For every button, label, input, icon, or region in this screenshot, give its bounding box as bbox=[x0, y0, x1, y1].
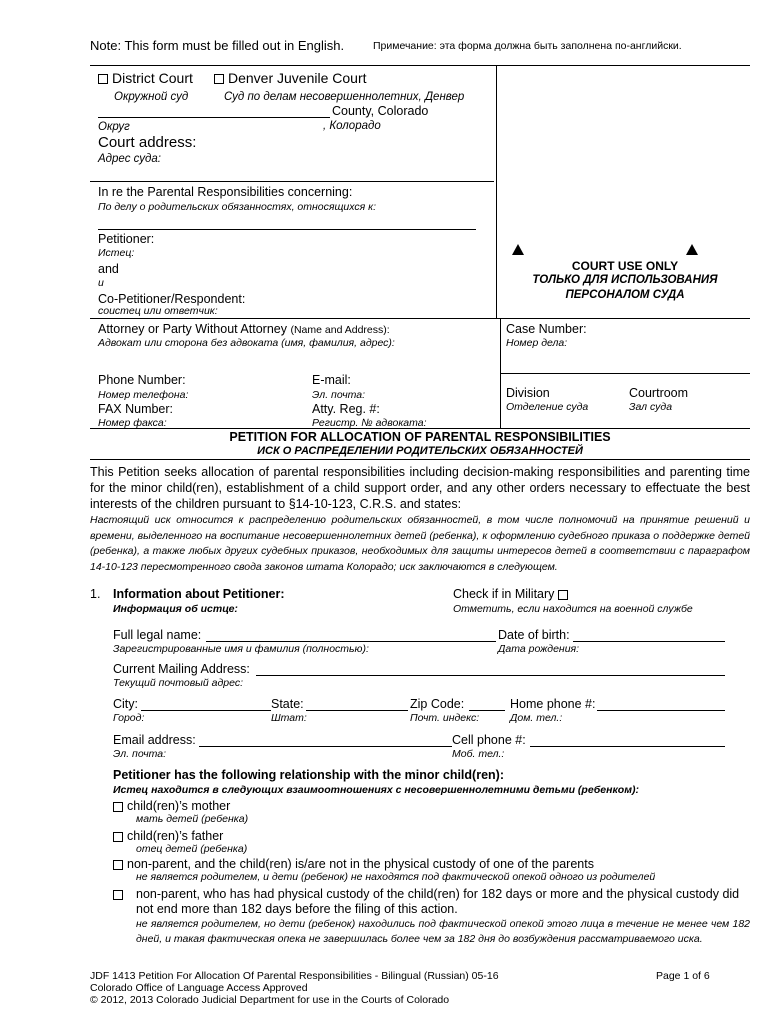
email-address-ru: Эл. почта: bbox=[113, 748, 167, 760]
petitioner-ru: Истец: bbox=[98, 247, 135, 259]
denver-juvenile-checkbox[interactable] bbox=[214, 74, 224, 84]
zip-ru: Почт. индекс: bbox=[410, 712, 480, 724]
relationship-title: Petitioner has the following relationship with the minor child(ren): bbox=[113, 768, 504, 782]
atty-reg-ru: Регистр. № адвоката: bbox=[312, 417, 427, 429]
military-ru: Отметить, если находится на военной службе bbox=[453, 603, 693, 615]
intro-english: This Petition seeks allocation of parental responsibilities including decision-making responsibilities and parenting time for the minor child(ren), establishment of a child support order, and any other orders necessary to effectuate the best interests of the children pursuant to §14-10-123, C.R.S. and states: bbox=[90, 465, 750, 511]
state-ru: Штат: bbox=[271, 712, 307, 724]
state-input[interactable] bbox=[306, 710, 408, 711]
option-mother-ru: мать детей (ребенка) bbox=[136, 813, 249, 825]
home-phone-input[interactable] bbox=[597, 710, 725, 711]
option-nonparent-ru: не является родителем, и дети (ребенок) не находятся под фактической опекой одного из родителей bbox=[136, 871, 656, 883]
county-blank[interactable] bbox=[98, 117, 330, 118]
mailing-address-input[interactable] bbox=[256, 675, 725, 676]
case-number-ru: Номер дела: bbox=[506, 337, 568, 349]
dob-ru: Дата рождения: bbox=[498, 643, 580, 655]
courtroom-ru: Зал суда bbox=[629, 401, 673, 413]
section-title-ru: Информация об истце: bbox=[113, 603, 238, 615]
mailing-address-ru: Текущий почтовый адрес: bbox=[113, 677, 244, 689]
zip-label: Zip Code: bbox=[410, 697, 465, 711]
title-top-border bbox=[90, 428, 750, 429]
intro-russian: Настоящий иск относится к распределению родительских обязанностей, в том числе полномочий на принятие решений и времени, выделенного на воспитание несовершеннолетних детей (ребенка), к оформлению судебного приказа о поддержке детей (ребенка), а также любых других судебных приказов, необходимых для защиты интересов детей в соответствии с параграфом 14-10-123 пересмотренного свода законов штата Колорадо; иск заключаются в следующем. bbox=[90, 514, 750, 573]
section-number: 1. bbox=[90, 587, 101, 601]
home-phone-label: Home phone #: bbox=[510, 697, 596, 711]
caption-divider bbox=[496, 65, 497, 318]
court-use-ru-1: ТОЛЬКО ДЛЯ ИСПОЛЬЗОВАНИЯ bbox=[532, 274, 718, 286]
denver-court-ru: Суд по делам несовершеннолетних, Денвер bbox=[224, 91, 465, 103]
city-ru: Город: bbox=[113, 712, 145, 724]
court-use-only: COURT USE ONLY bbox=[571, 259, 679, 273]
cell-phone-label: Cell phone #: bbox=[452, 733, 526, 747]
zip-input[interactable] bbox=[469, 710, 505, 711]
in-re-ru: По делу о родительских обязанностях, относящихся к: bbox=[98, 201, 377, 213]
option-nonparent-custody[interactable]: non-parent, who has had physical custody of the child(ren) for 182 days or more and the physical custody did not end more than 182 days before the filing of this action. bbox=[136, 887, 740, 916]
atty-reg-label: Atty. Reg. #: bbox=[312, 402, 380, 416]
relationship-title-ru: Истец находится в следующих взаимоотношениях с несовершеннолетними детьми (ребенком): bbox=[113, 784, 639, 796]
city-label: City: bbox=[113, 697, 138, 711]
co-petitioner-label: Co-Petitioner/Respondent: bbox=[98, 292, 246, 306]
state-label: State: bbox=[271, 697, 304, 711]
county-ru: Округ bbox=[98, 121, 130, 133]
option-nonparent[interactable]: non-parent, and the child(ren) is/are not in the physical custody of one of the parents bbox=[113, 857, 594, 871]
option-father[interactable]: child(ren)’s father bbox=[113, 829, 223, 843]
email-address-label: Email address: bbox=[113, 733, 196, 747]
option-nonparent-custody-ru: не является родителем, но дети (ребенок) находились под фактической опекой этого лица в течение не менее чем 182 дней, и такая фактическая опека не завершилась более чем за 182 дня до возбуждения рассматриваемого иска. bbox=[136, 918, 750, 945]
triangle-left-icon bbox=[512, 244, 524, 255]
case-number-bottom bbox=[500, 373, 750, 374]
option-father-ru: отец детей (ребенка) bbox=[136, 843, 248, 855]
and-ru: и bbox=[98, 277, 104, 289]
city-input[interactable] bbox=[141, 710, 271, 711]
district-court-checkbox[interactable] bbox=[98, 74, 108, 84]
and-label: and bbox=[98, 262, 119, 276]
fax-ru: Номер факса: bbox=[98, 417, 167, 429]
court-use-ru-2: ПЕРСОНАЛОМ СУДА bbox=[565, 289, 685, 301]
note-russian: Примечание: эта форма должна быть заполнена по-английски. bbox=[373, 40, 682, 52]
page-title: PETITION FOR ALLOCATION OF PARENTAL RESPONSIBILITIES bbox=[229, 430, 611, 444]
option-mother[interactable]: child(ren)’s mother bbox=[113, 799, 230, 813]
full-name-input[interactable] bbox=[206, 641, 496, 642]
footer-copyright: © 2012, 2013 Colorado Judicial Department for use in the Courts of Colorado bbox=[90, 994, 450, 1006]
email-label: E-mail: bbox=[312, 373, 351, 387]
title-bottom-border bbox=[90, 459, 750, 460]
attorney-ru: Адвокат или сторона без адвоката (имя, фамилия, адрес): bbox=[98, 337, 395, 349]
petitioner-label: Petitioner: bbox=[98, 232, 155, 246]
military-checkbox[interactable] bbox=[558, 590, 568, 600]
section-title: Information about Petitioner: bbox=[113, 587, 285, 601]
email-ru: Эл. почта: bbox=[312, 389, 366, 401]
page-title-ru: ИСК О РАСПРЕДЕЛЕНИИ РОДИТЕЛЬСКИХ ОБЯЗАННОСТЕЙ bbox=[257, 445, 583, 457]
phone-label: Phone Number: bbox=[98, 373, 186, 387]
courtroom-label: Courtroom bbox=[629, 386, 689, 400]
co-petitioner-ru: соистец или ответчик: bbox=[98, 305, 218, 317]
footer-approval: Colorado Office of Language Access Approved bbox=[90, 982, 308, 994]
father-checkbox[interactable] bbox=[113, 832, 123, 842]
triangle-right-icon bbox=[686, 244, 698, 255]
page-number: Page 1 of 6 bbox=[656, 970, 710, 982]
phone-ru: Номер телефона: bbox=[98, 389, 189, 401]
division-ru: Отделение суда bbox=[506, 401, 589, 413]
full-name-label: Full legal name: bbox=[113, 628, 202, 642]
court-address-ru: Адрес суда: bbox=[98, 153, 161, 165]
caption-top-border bbox=[90, 65, 750, 66]
footer-form-id: JDF 1413 Petition For Allocation Of Parental Responsibilities - Bilingual (Russian) 05-16 bbox=[90, 970, 499, 982]
mailing-address-label: Current Mailing Address: bbox=[113, 662, 250, 676]
district-court-option[interactable]: District Court bbox=[98, 70, 193, 86]
county-colorado: County, Colorado bbox=[332, 104, 429, 118]
court-section-bottom bbox=[90, 181, 494, 182]
dob-label: Date of birth: bbox=[498, 628, 570, 642]
attorney-label: Attorney or Party Without Attorney (Name and Address): bbox=[98, 322, 390, 336]
nonparent-custody-checkbox[interactable] bbox=[113, 890, 123, 900]
division-label: Division bbox=[506, 386, 550, 400]
case-number-label: Case Number: bbox=[506, 322, 587, 336]
nonparent-checkbox[interactable] bbox=[113, 860, 123, 870]
district-court-ru: Окружной суд bbox=[114, 91, 189, 103]
denver-juvenile-option[interactable]: Denver Juvenile Court bbox=[214, 70, 367, 86]
fax-label: FAX Number: bbox=[98, 402, 174, 416]
military-option[interactable]: Check if in Military bbox=[453, 587, 572, 601]
colorado-ru: , Колорадо bbox=[323, 120, 381, 132]
note-english: Note: This form must be filled out in English. bbox=[90, 38, 345, 53]
in-re-blank[interactable] bbox=[98, 229, 476, 230]
court-address-label: Court address: bbox=[98, 134, 197, 151]
cell-phone-input[interactable] bbox=[530, 746, 725, 747]
mother-checkbox[interactable] bbox=[113, 802, 123, 812]
cell-phone-ru: Моб. тел.: bbox=[452, 748, 505, 760]
email-address-input[interactable] bbox=[199, 746, 452, 747]
attorney-top-border bbox=[90, 318, 750, 319]
in-re-label: In re the Parental Responsibilities concerning: bbox=[98, 185, 353, 199]
home-phone-ru: Дом. тел.: bbox=[510, 712, 563, 724]
dob-input[interactable] bbox=[573, 641, 725, 642]
full-name-ru: Зарегистрированные имя и фамилия (полностью): bbox=[113, 643, 369, 655]
